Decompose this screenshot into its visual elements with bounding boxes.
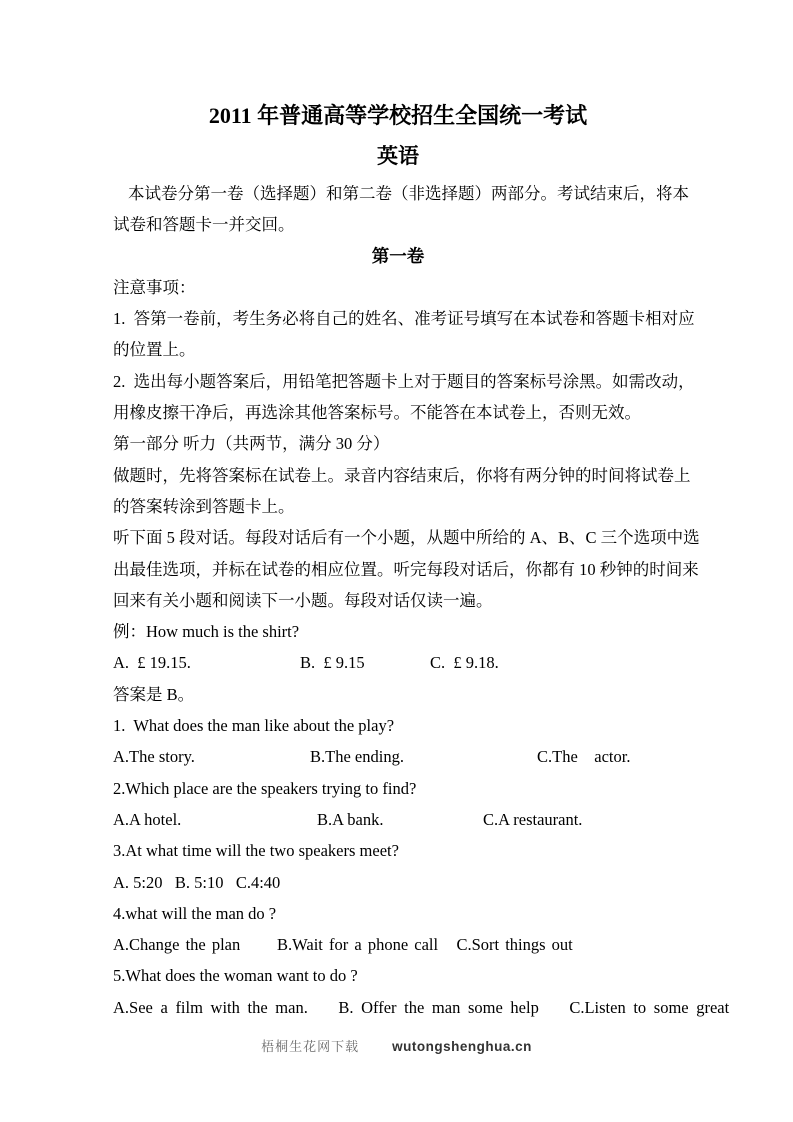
question-1: 1. What does the man like about the play?	[113, 716, 395, 736]
exam-subject: 英语	[377, 144, 419, 168]
question-5: 5.What does the woman want to do ?	[113, 966, 358, 986]
page-footer	[0, 1036, 793, 1055]
footer-site-name: 梧桐生花网下载	[261, 1039, 360, 1054]
question-2-option-c: C.A restaurant.	[483, 809, 583, 829]
note-1-line-1: 1. 答第一卷前，考生务必将自己的姓名、准考证号填写在本试卷和答题卡相对应	[113, 309, 695, 329]
note-2-line-1: 2. 选出每小题答案后，用铅笔把答题卡上对于题目的答案标号涂黑。如需改动，	[113, 371, 695, 391]
intro-line-1: 本试卷分第一卷（选择题）和第二卷（非选择题）两部分。考试结束后，将本	[128, 184, 689, 203]
question-3-options-row: A. 5:20 B. 5:10 C.4:40	[113, 872, 281, 892]
note-2-line-2: 用橡皮擦干净后，再选涂其他答案标号。不能答在本试卷上，否则无效。	[113, 403, 641, 423]
example-option-c: C. £ 9.18.	[430, 653, 499, 673]
example-option-a: A. £ 19.15.	[113, 653, 191, 673]
listening-note-line-1: 做题时，先将答案标在试卷上。录音内容结束后，你将有两分钟的时间将试卷上	[113, 465, 691, 485]
question-1-option-b: B.The ending.	[310, 747, 404, 767]
note-1-line-2: 的位置上。	[113, 340, 196, 360]
instructions-line-2: 出最佳选项，并标在试卷的相应位置。听完每段对话后，你都有 10 秒钟的时间来	[113, 559, 699, 579]
question-1-option-a: A.The story.	[113, 747, 195, 767]
question-1-options-row	[113, 741, 683, 772]
example-options-row	[113, 647, 683, 678]
example-question: 例：How much is the shirt?	[113, 622, 300, 642]
section-1-heading: 第一部分 听力（共两节，满分 30 分）	[113, 434, 390, 454]
volume-heading: 第一卷	[371, 245, 425, 266]
footer-site-domain: wutongshenghua.cn	[392, 1039, 532, 1054]
question-4-options-row: A.Change the plan B.Wait for a phone call C.Sort things out	[113, 935, 573, 955]
question-5-options-row: A.See a film with the man. B. Offer the man some help C.Listen to some great	[113, 997, 730, 1017]
exam-title: 2011 年普通高等学校招生全国统一考试	[208, 103, 588, 128]
instructions-line-3: 回来有关小题和阅读下一小题。每段对话仅读一遍。	[113, 590, 493, 610]
example-option-b: B. £ 9.15	[300, 653, 365, 673]
question-2-options-row	[113, 804, 683, 835]
question-4: 4.what will the man do ?	[113, 903, 277, 923]
exam-paper	[113, 98, 730, 1023]
question-3: 3.At what time will the two speakers meet?	[113, 841, 399, 861]
intro-line-2: 试卷和答题卡一并交回。	[113, 215, 295, 235]
instructions-line-1: 听下面 5 段对话。每段对话后有一个小题，从题中所给的 A、B、C 三个选项中选	[113, 528, 700, 548]
question-2: 2.Which place are the speakers trying to find?	[113, 778, 417, 798]
question-2-option-a: A.A hotel.	[113, 809, 182, 829]
question-1-option-c: C.The actor.	[537, 747, 631, 767]
listening-note-line-2: 的答案转涂到答题卡上。	[113, 496, 295, 516]
example-answer: 答案是 B。	[113, 684, 195, 704]
notes-heading: 注意事项：	[113, 277, 196, 297]
question-2-option-b: B.A bank.	[317, 809, 384, 829]
